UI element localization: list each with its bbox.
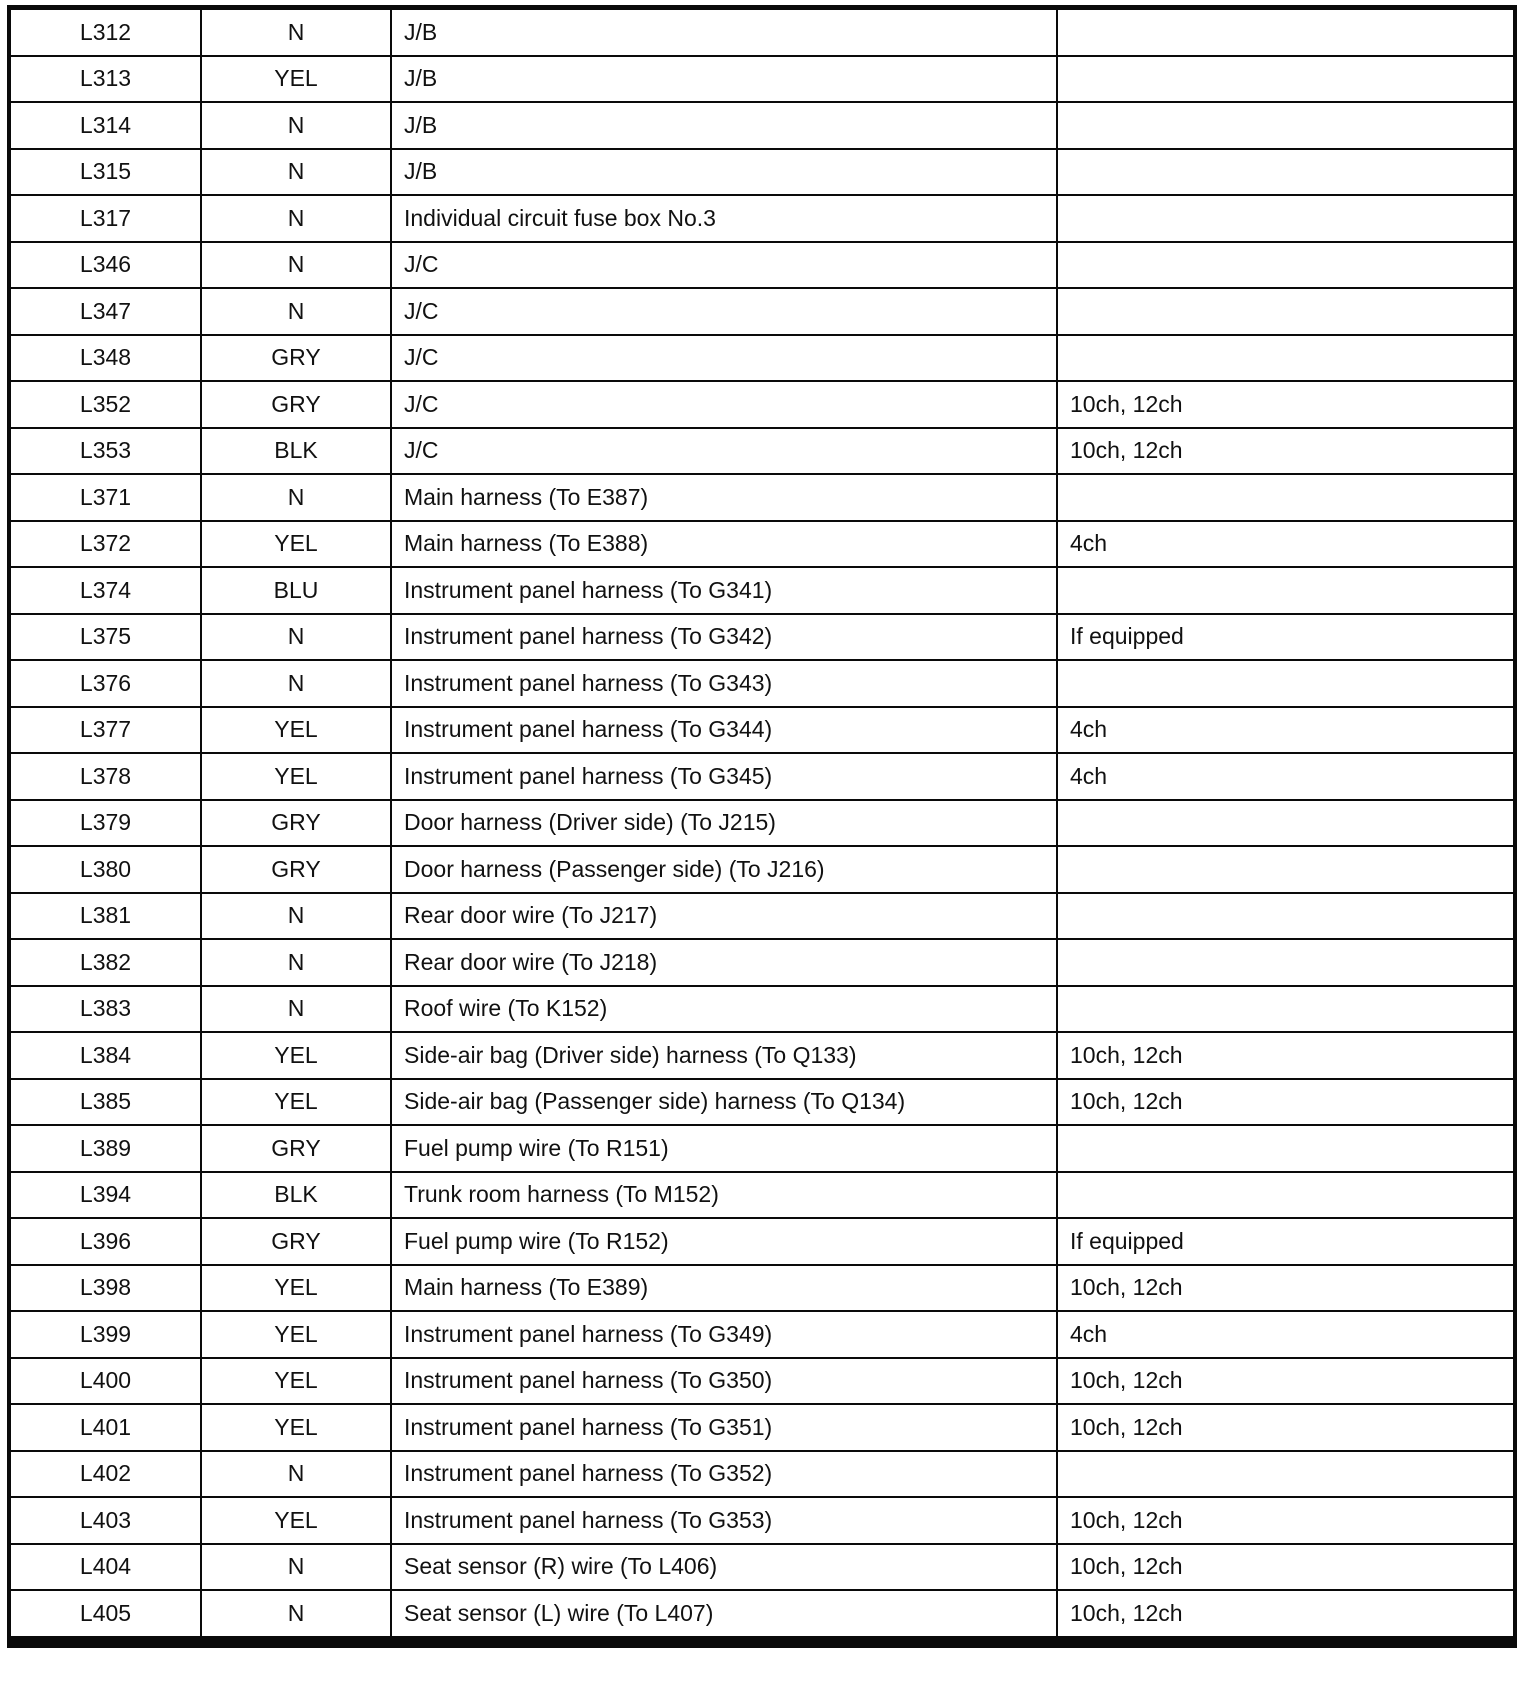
connector-color-cell: N [201, 288, 391, 335]
table-row [9, 102, 1515, 149]
connector-id-cell: L404 [9, 1544, 201, 1591]
connecting-description-cell: J/B [391, 56, 1057, 103]
note-cell: 10ch, 12ch [1057, 428, 1515, 475]
note-cell [1057, 846, 1515, 893]
connecting-description-cell: Instrument panel harness (To G351) [391, 1404, 1057, 1451]
connector-id-cell: L313 [9, 56, 201, 103]
table-row [9, 381, 1515, 428]
connector-color-cell: N [201, 242, 391, 289]
connector-id-cell: L376 [9, 660, 201, 707]
connector-id-cell: L378 [9, 753, 201, 800]
connecting-description-cell: Main harness (To E388) [391, 521, 1057, 568]
connecting-description-cell: J/B [391, 8, 1057, 56]
table-row [9, 939, 1515, 986]
note-cell [1057, 149, 1515, 196]
connecting-description-cell: Instrument panel harness (To G343) [391, 660, 1057, 707]
connecting-description-cell: Rear door wire (To J217) [391, 893, 1057, 940]
note-cell [1057, 8, 1515, 56]
connecting-description-cell: Side-air bag (Driver side) harness (To Q133) [391, 1032, 1057, 1079]
note-cell [1057, 102, 1515, 149]
table-row [9, 1079, 1515, 1126]
note-cell [1057, 986, 1515, 1033]
connector-id-cell: L371 [9, 474, 201, 521]
table-row [9, 474, 1515, 521]
connector-color-cell: GRY [201, 800, 391, 847]
connecting-description-cell: Individual circuit fuse box No.3 [391, 195, 1057, 242]
table-row [9, 707, 1515, 754]
table-row [9, 195, 1515, 242]
connector-color-cell: YEL [201, 707, 391, 754]
connector-color-cell: N [201, 8, 391, 56]
table-row [9, 1497, 1515, 1544]
connector-color-cell: YEL [201, 1358, 391, 1405]
note-cell [1057, 893, 1515, 940]
connector-color-cell: N [201, 1451, 391, 1498]
note-cell [1057, 1172, 1515, 1219]
connector-color-cell: N [201, 893, 391, 940]
connector-id-cell: L317 [9, 195, 201, 242]
connecting-description-cell: Fuel pump wire (To R151) [391, 1125, 1057, 1172]
connecting-description-cell: Seat sensor (L) wire (To L407) [391, 1590, 1057, 1642]
note-cell: 10ch, 12ch [1057, 1544, 1515, 1591]
connecting-description-cell: J/C [391, 288, 1057, 335]
note-cell [1057, 288, 1515, 335]
table-row [9, 893, 1515, 940]
connector-id-cell: L400 [9, 1358, 201, 1405]
connector-color-cell: BLU [201, 567, 391, 614]
note-cell [1057, 242, 1515, 289]
connector-color-cell: GRY [201, 846, 391, 893]
connecting-description-cell: Main harness (To E389) [391, 1265, 1057, 1312]
table-row [9, 242, 1515, 289]
connector-id-cell: L375 [9, 614, 201, 661]
connector-color-cell: GRY [201, 381, 391, 428]
connector-id-cell: L385 [9, 1079, 201, 1126]
connector-id-cell: L399 [9, 1311, 201, 1358]
connector-color-cell: GRY [201, 1125, 391, 1172]
note-cell: 10ch, 12ch [1057, 1079, 1515, 1126]
connector-id-cell: L403 [9, 1497, 201, 1544]
connector-id-cell: L396 [9, 1218, 201, 1265]
connecting-description-cell: Seat sensor (R) wire (To L406) [391, 1544, 1057, 1591]
table-row [9, 56, 1515, 103]
note-cell [1057, 195, 1515, 242]
connecting-description-cell: Instrument panel harness (To G350) [391, 1358, 1057, 1405]
connector-color-cell: BLK [201, 428, 391, 475]
connector-id-cell: L398 [9, 1265, 201, 1312]
connecting-description-cell: Door harness (Driver side) (To J215) [391, 800, 1057, 847]
note-cell: If equipped [1057, 1218, 1515, 1265]
connecting-description-cell: Trunk room harness (To M152) [391, 1172, 1057, 1219]
note-cell: 10ch, 12ch [1057, 1497, 1515, 1544]
connecting-description-cell: J/C [391, 428, 1057, 475]
note-cell: 4ch [1057, 1311, 1515, 1358]
connector-color-cell: N [201, 474, 391, 521]
note-cell: 10ch, 12ch [1057, 1590, 1515, 1642]
note-cell: 4ch [1057, 753, 1515, 800]
note-cell: 10ch, 12ch [1057, 1358, 1515, 1405]
connector-color-cell: N [201, 102, 391, 149]
connector-id-cell: L389 [9, 1125, 201, 1172]
connector-id-cell: L394 [9, 1172, 201, 1219]
table-row [9, 1451, 1515, 1498]
table-row [9, 1311, 1515, 1358]
table-row [9, 288, 1515, 335]
connector-id-cell: L348 [9, 335, 201, 382]
table-row [9, 846, 1515, 893]
connecting-description-cell: Main harness (To E387) [391, 474, 1057, 521]
table-row [9, 1125, 1515, 1172]
connector-table-body [9, 8, 1515, 1642]
connector-id-cell: L401 [9, 1404, 201, 1451]
connector-id-cell: L380 [9, 846, 201, 893]
connector-color-cell: YEL [201, 1497, 391, 1544]
connecting-description-cell: Instrument panel harness (To G349) [391, 1311, 1057, 1358]
table-row [9, 428, 1515, 475]
connector-id-cell: L384 [9, 1032, 201, 1079]
connecting-description-cell: Side-air bag (Passenger side) harness (To Q134) [391, 1079, 1057, 1126]
note-cell: 10ch, 12ch [1057, 1032, 1515, 1079]
table-row [9, 8, 1515, 56]
connector-color-cell: N [201, 660, 391, 707]
note-cell [1057, 800, 1515, 847]
connecting-description-cell: J/C [391, 381, 1057, 428]
table-row [9, 800, 1515, 847]
connector-id-cell: L374 [9, 567, 201, 614]
connector-color-cell: N [201, 614, 391, 661]
connecting-description-cell: J/C [391, 335, 1057, 382]
table-row [9, 1404, 1515, 1451]
note-cell: 10ch, 12ch [1057, 1404, 1515, 1451]
connecting-description-cell: J/C [391, 242, 1057, 289]
note-cell: If equipped [1057, 614, 1515, 661]
note-cell [1057, 56, 1515, 103]
table-row [9, 986, 1515, 1033]
connector-id-cell: L405 [9, 1590, 201, 1642]
connector-id-cell: L314 [9, 102, 201, 149]
connector-id-cell: L402 [9, 1451, 201, 1498]
table-row [9, 753, 1515, 800]
connector-color-cell: YEL [201, 753, 391, 800]
note-cell: 4ch [1057, 707, 1515, 754]
connector-color-cell: N [201, 939, 391, 986]
note-cell [1057, 335, 1515, 382]
connector-color-cell: BLK [201, 1172, 391, 1219]
connector-id-cell: L346 [9, 242, 201, 289]
connector-id-cell: L377 [9, 707, 201, 754]
connector-color-cell: YEL [201, 1032, 391, 1079]
connector-id-cell: L383 [9, 986, 201, 1033]
connector-id-cell: L382 [9, 939, 201, 986]
connector-color-cell: N [201, 986, 391, 1033]
connecting-description-cell: J/B [391, 149, 1057, 196]
connector-id-cell: L352 [9, 381, 201, 428]
connector-id-cell: L315 [9, 149, 201, 196]
note-cell [1057, 567, 1515, 614]
connector-color-cell: GRY [201, 1218, 391, 1265]
connector-id-cell: L379 [9, 800, 201, 847]
table-row [9, 1265, 1515, 1312]
table-row [9, 1544, 1515, 1591]
connector-color-cell: YEL [201, 521, 391, 568]
connector-id-cell: L347 [9, 288, 201, 335]
connector-color-cell: YEL [201, 1079, 391, 1126]
note-cell [1057, 1125, 1515, 1172]
note-cell [1057, 1451, 1515, 1498]
table-row [9, 1218, 1515, 1265]
table-row [9, 614, 1515, 661]
connector-id-cell: L372 [9, 521, 201, 568]
connecting-description-cell: Instrument panel harness (To G342) [391, 614, 1057, 661]
table-row [9, 567, 1515, 614]
note-cell: 4ch [1057, 521, 1515, 568]
connecting-description-cell: Roof wire (To K152) [391, 986, 1057, 1033]
note-cell [1057, 474, 1515, 521]
connecting-description-cell: Door harness (Passenger side) (To J216) [391, 846, 1057, 893]
connecting-description-cell: Instrument panel harness (To G344) [391, 707, 1057, 754]
connector-id-cell: L312 [9, 8, 201, 56]
connector-color-cell: YEL [201, 1404, 391, 1451]
note-cell [1057, 939, 1515, 986]
connector-color-cell: YEL [201, 1265, 391, 1312]
table-row [9, 335, 1515, 382]
table-row [9, 1590, 1515, 1642]
table-row [9, 1358, 1515, 1405]
table-row [9, 1172, 1515, 1219]
connector-color-cell: N [201, 149, 391, 196]
connecting-description-cell: Fuel pump wire (To R152) [391, 1218, 1057, 1265]
connecting-description-cell: Instrument panel harness (To G353) [391, 1497, 1057, 1544]
connector-color-cell: GRY [201, 335, 391, 382]
table-row [9, 521, 1515, 568]
connector-color-cell: YEL [201, 1311, 391, 1358]
connecting-description-cell: Rear door wire (To J218) [391, 939, 1057, 986]
table-row [9, 149, 1515, 196]
connector-color-cell: YEL [201, 56, 391, 103]
connecting-description-cell: Instrument panel harness (To G352) [391, 1451, 1057, 1498]
connecting-description-cell: Instrument panel harness (To G341) [391, 567, 1057, 614]
connector-id-cell: L353 [9, 428, 201, 475]
table-row [9, 660, 1515, 707]
table-row [9, 1032, 1515, 1079]
connector-table [7, 5, 1517, 1648]
connector-color-cell: N [201, 1544, 391, 1591]
note-cell [1057, 660, 1515, 707]
connector-color-cell: N [201, 1590, 391, 1642]
connector-color-cell: N [201, 195, 391, 242]
note-cell: 10ch, 12ch [1057, 381, 1515, 428]
connector-id-cell: L381 [9, 893, 201, 940]
connecting-description-cell: Instrument panel harness (To G345) [391, 753, 1057, 800]
connecting-description-cell: J/B [391, 102, 1057, 149]
note-cell: 10ch, 12ch [1057, 1265, 1515, 1312]
